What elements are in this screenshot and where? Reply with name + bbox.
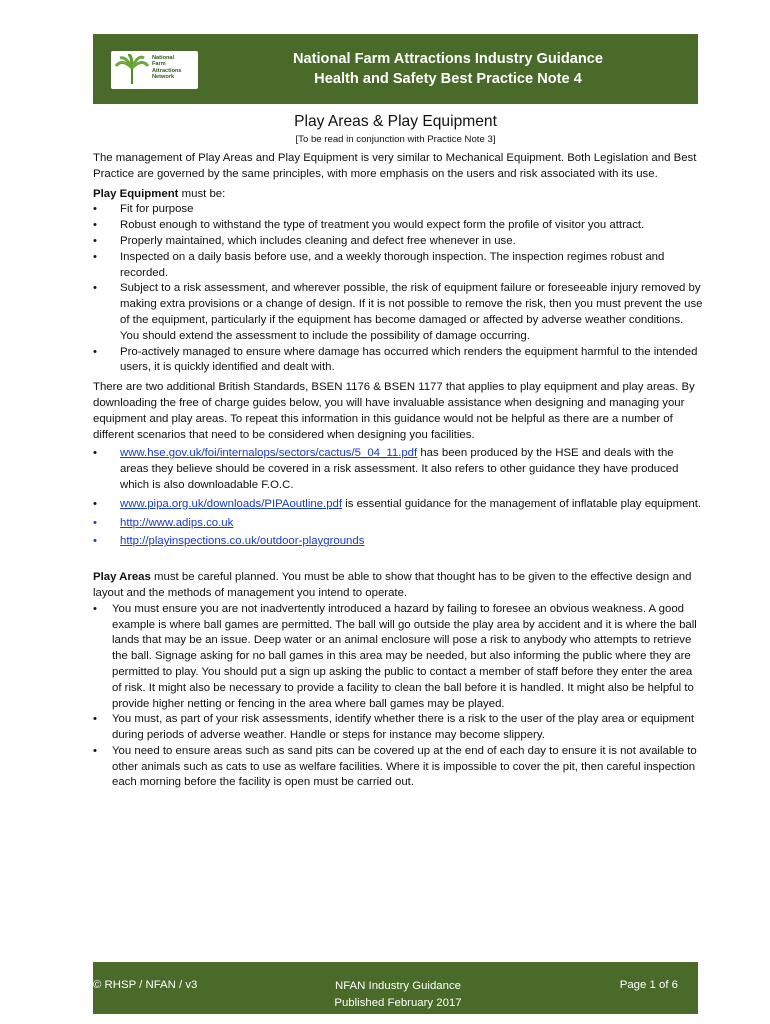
banner-title-line2: Health and Safety Best Practice Note 4	[314, 71, 582, 87]
areas-heading	[93, 570, 703, 602]
footer-guidance: NFAN Industry Guidance	[335, 980, 461, 992]
footer-page-number: Page 1 of 6	[619, 979, 678, 991]
document-body	[93, 151, 703, 791]
footer-banner	[93, 962, 698, 1014]
footer-published: Published February 2017	[334, 997, 462, 1009]
links-list	[93, 446, 703, 550]
equipment-heading-bold: Play Equipment	[93, 187, 179, 200]
areas-heading-rest: must be careful planned. You must be able to show that thought has to be given to the effective design and layout and the methods of management you intend to operate.	[93, 571, 692, 599]
list-item: • You must ensure you are not inadvertently introduced a hazard by failing to foresee an obvious weakness. A good example is where ball games are permitted. The ball will go outside the play area by accident and it is where the ball lands that may be an issue. Deep water or an animal enclosure will pose a risk to anybody who attempts to retrieve the ball. Signage asking for no ball games in this area may be needed, but also informing the public where they are permitted to play. You should put a sign up asking the public to contact a member of staff before they enter the area of risk. It might also be necessary to provide a facility to clean the ball before it is handled. It might also be helpful to provide higher netting or fencing in the area where ball games may be played.	[93, 602, 703, 713]
adips-link[interactable]: http://www.adips.co.uk	[120, 516, 234, 529]
standards-paragraph: There are two additional British Standards, BSEN 1176 & BSEN 1177 that applies to play equipment and play areas. By downloading the free of charge guides below, you will have invaluable assistance when designing and managing your equipment and play areas. To repeat this information in this guidance would not be helpful as there are a number of different scenarios that need to be considered when designing you facilities.	[93, 381, 695, 441]
palm-tree-icon	[114, 54, 150, 86]
list-item	[93, 497, 703, 513]
playinspections-link[interactable]: http://playinspections.co.uk/outdoor-playgrounds	[120, 535, 365, 548]
list-item	[93, 446, 703, 493]
hse-link[interactable]: www.hse.gov.uk/foi/internalops/sectors/cactus/5_04_11.pdf	[120, 447, 418, 460]
list-item: • Pro-actively managed to ensure where damage has occurred which renders the equipment harmful to the intended users, it is quickly identified and dealt with.	[93, 345, 703, 377]
list-item: • Fit for purpose	[93, 202, 703, 218]
pipa-link-description: is essential guidance for the management of inflatable play equipment.	[342, 497, 702, 510]
header-banner	[93, 34, 698, 104]
list-item	[93, 534, 703, 550]
intro-paragraph: The management of Play Areas and Play Equipment is very similar to Mechanical Equipment. Both Legislation and Best Practice are governed by the same principles, with more emphasis on the users and risk associated with its use.	[93, 152, 697, 180]
areas-heading-bold: Play Areas	[93, 571, 151, 584]
list-item: • Inspected on a daily basis before use, and a weekly thorough inspection. The inspection regimes robust and recorded.	[93, 250, 703, 282]
nfan-logo	[111, 51, 198, 89]
equipment-list	[93, 202, 703, 376]
footer-copyright: © RHSP / NFAN / v3	[93, 979, 198, 991]
footer-center	[303, 978, 493, 1012]
pipa-link[interactable]: www.pipa.org.uk/downloads/PIPAoutline.pdf	[120, 497, 343, 510]
equipment-heading	[93, 187, 703, 203]
list-item: • You must, as part of your risk assessments, identify whether there is a risk to the user of the play area or equipment during periods of adverse weather. Handle or steps for instance may become slippery.	[93, 712, 703, 744]
areas-list	[93, 602, 703, 792]
document-subtitle: [To be read in conjunction with Practice Note 3]	[295, 134, 496, 145]
banner-title-line1: National Farm Attractions Industry Guidance	[292, 51, 604, 67]
list-item: • Properly maintained, which includes cleaning and defect free whenever in use.	[93, 234, 703, 250]
list-item	[93, 516, 703, 532]
document-title: Play Areas & Play Equipment	[294, 113, 497, 130]
logo-text: National Farm Attractions Network	[152, 55, 182, 81]
list-item: • You need to ensure areas such as sand pits can be covered up at the end of each day to ensure it is not available to other animals such as cats to use as welfare facilities. Where it is impossible to cover the pit, then careful inspection each morning before the facility is open must be carried out.	[93, 744, 703, 791]
equipment-heading-rest: must be:	[178, 187, 226, 200]
hse-link-description: has been produced by the HSE and deals with the areas they believe should be covered in a risk assessment. It also refers to other guidance they have produced which is also downloadable F.O.C.	[120, 447, 679, 491]
list-item: • Robust enough to withstand the type of treatment you would expect form the profile of visitor you attract.	[93, 218, 703, 234]
list-item: • Subject to a risk assessment, and wherever possible, the risk of equipment failure or foreseeable injury removed by making extra provisions or a change of design. If it is not possible to remove the risk, then you must prevent the use of the equipment, particularly if the equipment has become damaged or affected by adverse weather conditions. You should extend the assessment to include the possibility of damage occurring.	[93, 281, 703, 344]
